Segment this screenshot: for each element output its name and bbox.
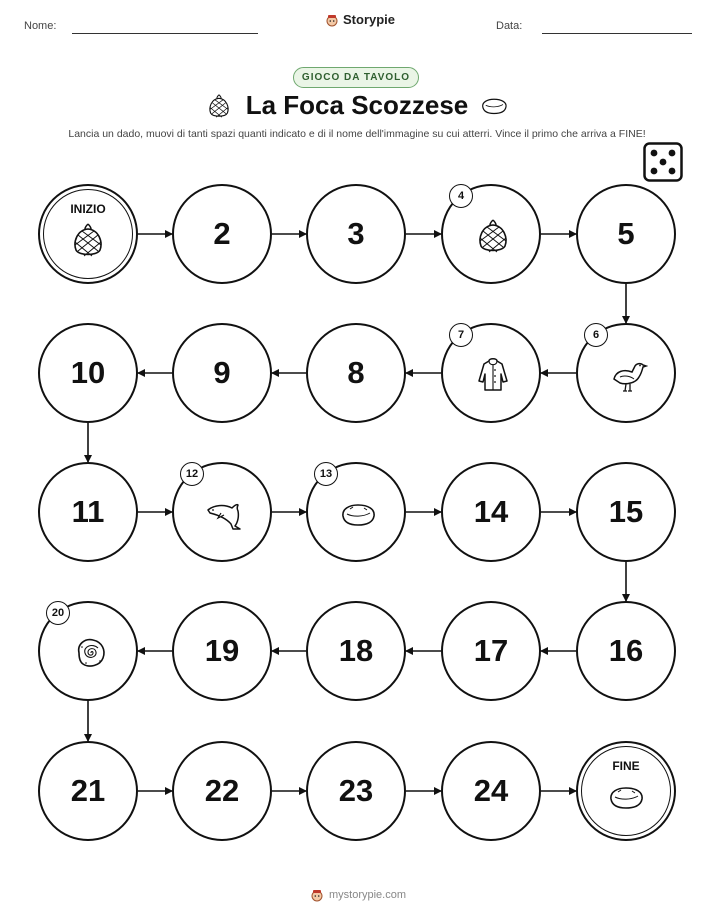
space-number: 18 xyxy=(338,633,374,668)
board-space-9 xyxy=(172,323,272,423)
board-space-5 xyxy=(576,184,676,284)
board-space-22 xyxy=(172,741,272,841)
board-space-3 xyxy=(306,184,406,284)
dolphin-icon xyxy=(204,494,244,534)
space-number-badge: 12 xyxy=(180,462,204,486)
space-number: 15 xyxy=(608,494,644,529)
category-badge: GIOCO DA TAVOLO xyxy=(293,67,419,88)
storypie-mascot-icon xyxy=(310,888,324,902)
net-bag-icon xyxy=(68,220,108,260)
space-number: 22 xyxy=(204,773,240,808)
space-number-badge: 20 xyxy=(46,601,70,625)
space-number: 17 xyxy=(473,633,509,668)
space-number: 14 xyxy=(473,494,509,529)
space-number: 9 xyxy=(213,355,231,390)
footer xyxy=(310,888,406,902)
board-space-17 xyxy=(441,601,541,701)
instructions: Lancia un dado, muovi di tanti spazi quanti indicato e di il nome dell'immagine su cui atterri. Vince il primo che arriva a FINE! xyxy=(68,128,646,140)
board-space-8 xyxy=(306,323,406,423)
space-number-badge: 4 xyxy=(449,184,473,208)
space-number: 11 xyxy=(71,494,105,529)
board-space-10 xyxy=(38,323,138,423)
page-title: La Foca Scozzese xyxy=(245,90,469,120)
finish-label: FINE xyxy=(612,759,640,773)
space-number: 24 xyxy=(473,773,509,808)
space-number: 21 xyxy=(70,773,106,808)
footer-url: mystorypie.com xyxy=(329,889,407,901)
space-number: 16 xyxy=(608,633,644,668)
space-number: 5 xyxy=(617,216,635,251)
board-space-14 xyxy=(441,462,541,562)
board-space-4 xyxy=(441,184,541,284)
space-number: 8 xyxy=(347,355,365,390)
space-number-badge: 6 xyxy=(584,323,608,347)
board-space-20 xyxy=(38,601,138,701)
board-space-15 xyxy=(576,462,676,562)
board-space-21 xyxy=(38,741,138,841)
seagull-icon xyxy=(608,355,648,395)
board-space-24 xyxy=(441,741,541,841)
board-space-7 xyxy=(441,323,541,423)
net-bag-icon xyxy=(473,216,513,256)
rock-icon xyxy=(338,494,378,534)
space-number: 23 xyxy=(338,773,374,808)
name-label: Nome: xyxy=(24,20,57,32)
board-space-13 xyxy=(306,462,406,562)
rock-icon xyxy=(606,777,646,817)
board-space-2 xyxy=(172,184,272,284)
board-space-12 xyxy=(172,462,272,562)
board-space-23 xyxy=(306,741,406,841)
date-label: Data: xyxy=(496,20,523,32)
space-number: 10 xyxy=(70,355,106,390)
board-space-19 xyxy=(172,601,272,701)
brand-name: Storypie xyxy=(343,12,396,27)
start-space xyxy=(38,184,138,284)
board-space-18 xyxy=(306,601,406,701)
space-number: 3 xyxy=(347,216,365,251)
board-space-6 xyxy=(576,323,676,423)
board-space-11 xyxy=(38,462,138,562)
board-space-16 xyxy=(576,601,676,701)
space-number: 19 xyxy=(204,633,240,668)
space-number-badge: 7 xyxy=(449,323,473,347)
raincoat-icon xyxy=(473,355,513,395)
space-number-badge: 13 xyxy=(314,462,338,486)
space-number: 2 xyxy=(213,216,231,251)
shell-icon xyxy=(70,633,110,673)
finish-space xyxy=(576,741,676,841)
start-label: INIZIO xyxy=(70,202,106,216)
